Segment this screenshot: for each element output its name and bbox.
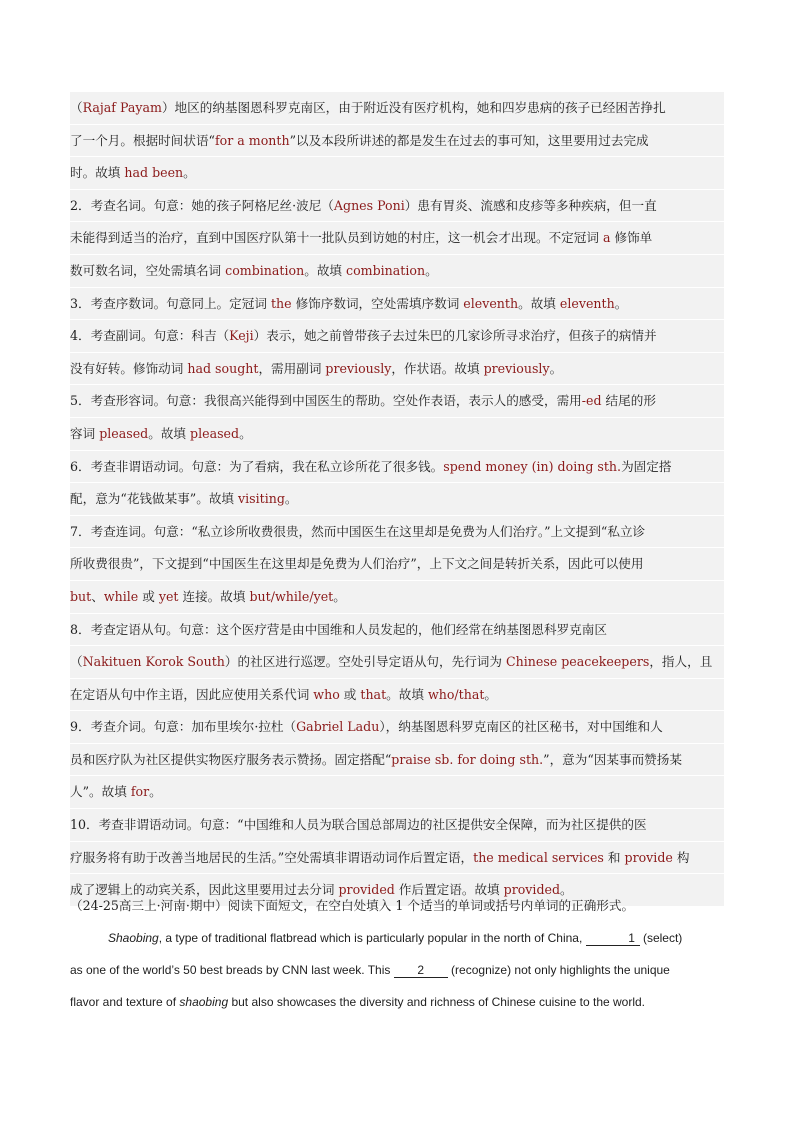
text-run: 没有好转。修饰动词: [70, 360, 188, 376]
text-run: ）的社区进行巡逻。空处引导定语从句，先行词为: [224, 654, 506, 670]
text-run: 容词: [70, 425, 100, 441]
text-run: 疗服务将有助于改善当地居民的生活。”空处需填非谓语动词作后置定语，: [70, 849, 474, 865]
reading-passage: [70, 922, 724, 1018]
text-run: -ed: [581, 393, 602, 409]
answer-line: [70, 580, 724, 613]
text-run: (recognize) not only highlights the unique: [447, 963, 670, 977]
text-run: 。: [333, 588, 346, 604]
text-run: 成了逻辑上的动宾关系，因此这里要用过去分词: [70, 882, 339, 898]
text-run: provide: [624, 849, 673, 865]
text-run: 3．考查序数词。句意同上。定冠词: [70, 295, 271, 311]
text-run: Agnes Poni: [333, 197, 405, 213]
text-run: 。: [614, 295, 628, 311]
text-run: （: [70, 654, 83, 670]
text-run: 为固定搭: [621, 458, 672, 474]
text-run: 员和医疗队为社区提供实物医疗服务表示赞扬。固定搭配“: [70, 751, 392, 767]
text-run: while: [103, 588, 139, 604]
passage-line: [70, 922, 724, 954]
text-run: for a month: [214, 132, 290, 148]
text-run: ，作状语。故填: [391, 360, 484, 376]
text-run: but also showcases the diversity and richness of Chinese cuisine to the world.: [228, 995, 646, 1009]
text-run: 。: [560, 882, 573, 898]
text-run: but: [70, 588, 92, 604]
answer-line: [70, 743, 724, 776]
answer-line: [70, 482, 724, 515]
answer-line: [70, 319, 724, 352]
text-run: 。: [549, 360, 563, 376]
text-run: ）患有胃炎、流感和皮疹等多种疾病，但一直: [404, 197, 657, 213]
text-run: eleventh: [463, 295, 519, 311]
text-run: who/that: [427, 686, 485, 702]
text-run: 时。故填: [70, 165, 125, 181]
text-run: 。故填: [148, 425, 191, 441]
text-run: ）地区的纳基图恩科罗克南区，由于附近没有医疗机构，她和四岁患病的孩子已经困苦挣扎: [161, 100, 666, 115]
answer-blank[interactable]: 1: [586, 931, 640, 946]
text-run: pleased: [99, 425, 149, 441]
answer-line: [70, 352, 724, 385]
text-run: 。: [239, 425, 252, 441]
text-run: 或: [138, 588, 159, 604]
text-run: 。故填: [518, 295, 560, 311]
text-run: visiting: [238, 491, 285, 507]
text-run: , a type of traditional flatbread which is particularly popular in the north of China,: [158, 931, 586, 945]
text-run: eleventh: [559, 295, 615, 311]
text-run: had sought: [187, 360, 259, 376]
text-run: had been: [124, 165, 184, 181]
text-run: 。: [484, 686, 497, 702]
text-run: 结尾的形: [601, 393, 656, 409]
text-run: for: [130, 784, 150, 800]
answer-line: [70, 710, 724, 743]
text-run: who: [313, 686, 340, 702]
answer-line: [70, 613, 724, 646]
passage-line: [70, 954, 724, 986]
text-run: ），纳基图恩科罗克南区的社区秘书，对中国维和人: [379, 719, 663, 735]
text-run: the: [270, 295, 292, 311]
text-run: 人”。故填: [70, 784, 131, 800]
text-run: ）表示，她之前曾带孩子去过朱巴的几家诊所寻求治疗，但孩子的病情并: [253, 328, 657, 344]
text-run: a: [602, 230, 611, 246]
text-run: ，需用副词: [258, 360, 326, 376]
text-run: Chinese peacekeepers: [505, 654, 650, 670]
text-run: previously: [325, 360, 392, 376]
answer-line: [70, 515, 724, 548]
answer-explanations: [70, 92, 724, 906]
text-run: Shaobing: [108, 931, 159, 945]
text-run: 10．考查非谓语动词。句意：“中国维和人员为联合国总部周边的社区提供安全保障，而为社区提供的医: [70, 817, 647, 833]
text-run: previously: [483, 360, 550, 376]
text-run: 6．考查非谓语动词。句意：为了看病，我在私立诊所花了很多钱。: [70, 458, 444, 474]
text-run: ，指人，且: [649, 654, 713, 670]
text-run: 所收费很贵”，下文提到“中国医生在这里却是免费为人们治疗”，上下文之间是转折关系，因此可以使用: [70, 556, 644, 572]
task-instruction: （24-25高三上·河南·期中）阅读下面短文，在空白处填入 1 个适当的单词或括号内单词的正确形式。: [70, 898, 635, 913]
text-run: (select): [639, 931, 683, 945]
text-run: 。故填: [386, 686, 428, 702]
text-run: Nakituen Korok South: [82, 654, 225, 670]
text-run: 9．考查介词。句意：加布里埃尔·拉杜（: [70, 719, 297, 735]
text-run: the medical services: [473, 849, 604, 865]
text-run: but/while/yet: [249, 588, 334, 604]
text-run: 。故填: [304, 262, 347, 278]
answer-line: [70, 189, 724, 222]
answer-line: [70, 450, 724, 483]
text-run: 。: [284, 491, 298, 507]
text-run: 。: [425, 262, 438, 278]
answer-line: [70, 384, 724, 417]
answer-line: [70, 124, 724, 157]
answer-line: [70, 287, 724, 320]
text-run: 构: [672, 849, 690, 865]
text-run: 修饰单: [610, 230, 653, 246]
text-run: 了一个月。根据时间状语“: [70, 132, 215, 148]
answer-line: [70, 417, 724, 450]
text-run: 数可数名词，空处需填名词: [70, 262, 226, 278]
text-run: praise sb. for doing sth.: [391, 751, 544, 767]
answer-line: [70, 808, 724, 841]
text-run: 配，意为“花钱做某事”。故填: [70, 491, 239, 507]
text-run: flavor and texture of: [70, 995, 180, 1009]
answer-line: [70, 547, 724, 580]
text-run: 4．考查副词。句意：科吉（: [70, 328, 230, 344]
text-run: 作后置定语。故填: [394, 882, 504, 898]
text-run: shaobing: [179, 995, 229, 1009]
text-run: 和: [603, 849, 625, 865]
text-run: 或: [339, 686, 361, 702]
answer-blank[interactable]: 2: [394, 963, 448, 978]
answer-line: [70, 254, 724, 287]
text-run: that: [360, 686, 387, 702]
text-run: yet: [158, 588, 179, 604]
text-run: 。: [183, 165, 196, 181]
text-run: 2．考查名词。句意：她的孩子阿格尼丝·波尼（: [70, 197, 334, 213]
text-run: 连接。故填: [178, 588, 250, 604]
text-run: 5．考查形容词。句意：我很高兴能得到中国医生的帮助。空处作表语，表示人的感受，需用: [70, 393, 582, 409]
text-run: （: [70, 100, 83, 115]
text-run: 7．考查连词。句意：“私立诊所收费很贵，然而中国医生在这里却是免费为人们治疗。”上文提到“私立诊: [70, 523, 646, 539]
text-run: Rajaf Payam: [82, 100, 162, 115]
text-run: ”以及本段所讲述的都是发生在过去的事可知，这里要用过去完成: [289, 132, 649, 148]
text-run: 。: [149, 784, 162, 800]
text-run: as one of the world’s 50 best breads by CNN last week. This: [70, 963, 394, 977]
answer-line: [70, 775, 724, 808]
answer-line: [70, 221, 724, 254]
text-run: spend money (in) doing sth.: [443, 458, 622, 474]
text-run: provided: [503, 882, 561, 898]
answer-line: [70, 92, 724, 124]
answer-line: [70, 156, 724, 189]
text-run: pleased: [190, 425, 240, 441]
text-run: Keji: [229, 328, 254, 344]
text-run: 、: [91, 588, 104, 604]
text-run: 8．考查定语从句。句意：这个医疗营是由中国维和人员发起的，他们经常在纳基图恩科罗克南区: [70, 621, 607, 637]
text-run: ”，意为“因某事而赞扬某: [543, 751, 682, 767]
answer-line: [70, 841, 724, 874]
text-run: 在定语从句中作主语，因此应使用关系代词: [70, 686, 314, 702]
text-run: combination: [225, 262, 305, 278]
text-run: 未能得到适当的治疗，直到中国医疗队第十一批队员到访她的村庄，这一机会才出现。不定冠词: [70, 230, 603, 246]
answer-line: [70, 678, 724, 711]
text-run: combination: [346, 262, 426, 278]
answer-line: [70, 645, 724, 678]
text-run: 修饰序数词，空处需填序数词: [291, 295, 464, 311]
passage-line: [70, 986, 724, 1018]
text-run: provided: [338, 882, 395, 898]
text-run: Gabriel Ladu: [296, 719, 380, 735]
